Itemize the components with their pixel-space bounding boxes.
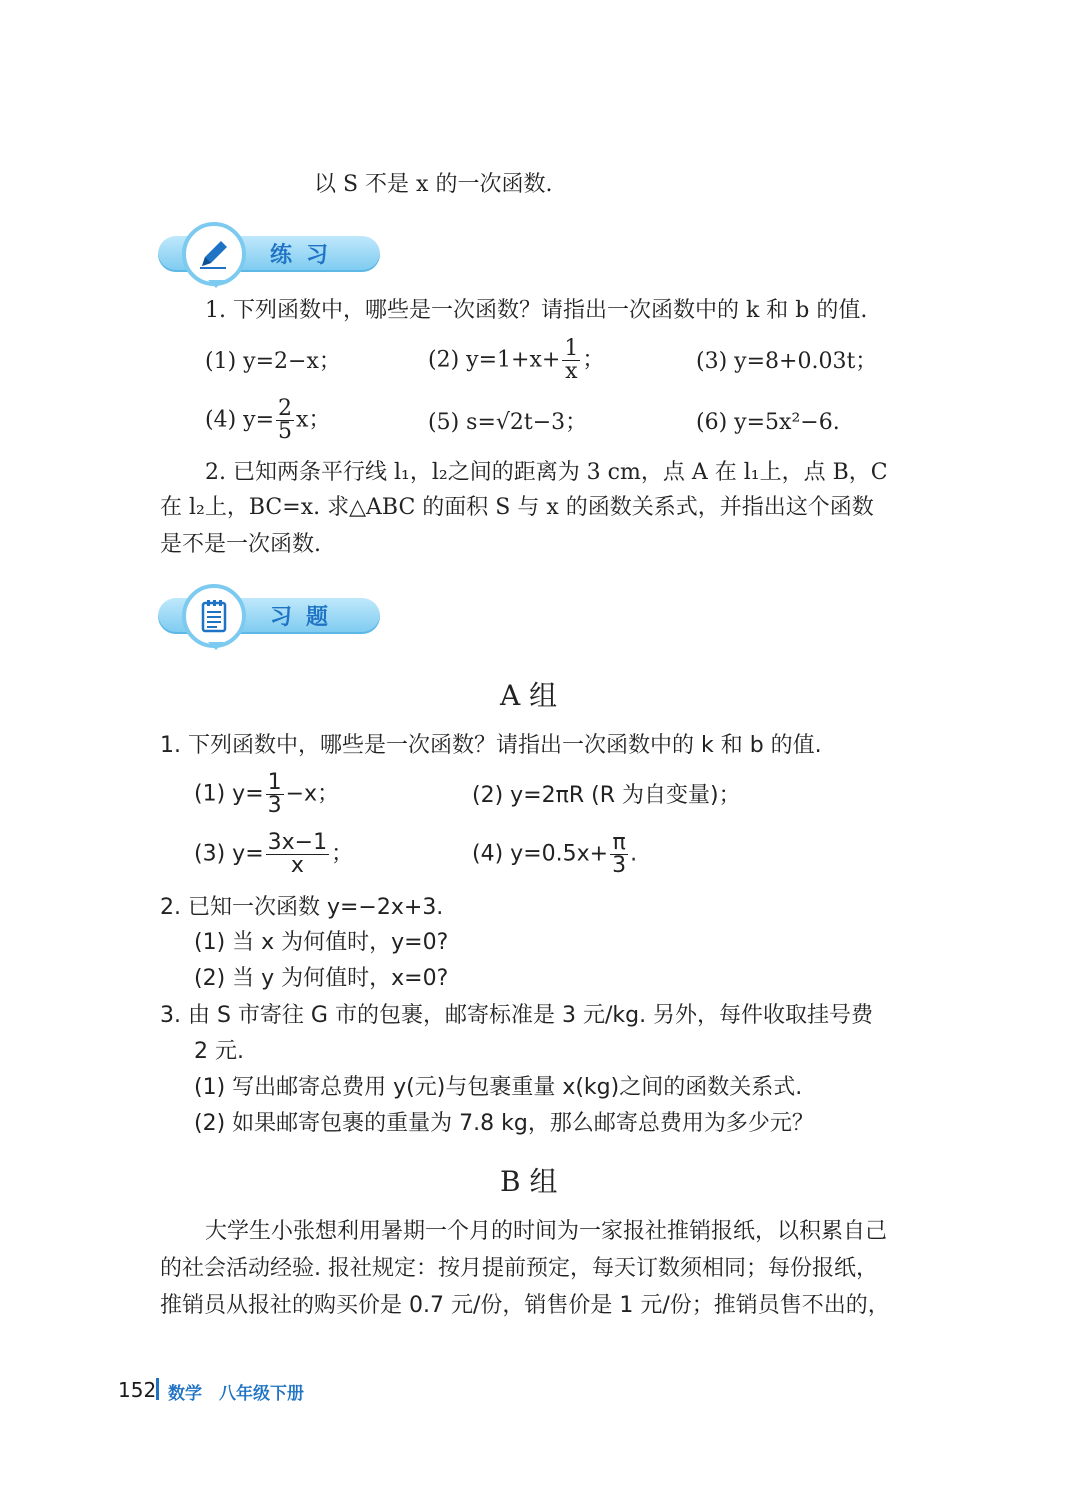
- exercise-a1-item: (3) y= $\frac{3x-1}{x}$ ；: [194, 830, 354, 878]
- group-b-heading: B 组: [500, 1165, 558, 1198]
- exercise-a3-sub: (1) 写出邮寄总费用 y(元)与包裹重量 x(kg)之间的函数关系式.: [194, 1075, 803, 1100]
- exercise-a2-sub: (1) 当 x 为何值时，y=0?: [194, 930, 449, 955]
- footer-divider: [156, 1378, 159, 1400]
- practice-question-2-line: 在 l₂上，BC=x. 求△ABC 的面积 S 与 x 的函数关系式，并指出这个函数: [160, 495, 874, 520]
- exercises-banner: [158, 584, 380, 642]
- exercise-a1-item: (1) y= $\frac{1}{3}$ −x；: [194, 770, 340, 818]
- exercises-title: 习题: [270, 605, 343, 630]
- exercise-a3-line: 2 元.: [194, 1039, 244, 1064]
- practice-item: (3) y=8+0.03t；: [696, 349, 878, 374]
- exercise-b-line: 的社会活动经验. 报社规定：按月提前预定，每天订数须相同；每份报纸，: [160, 1256, 878, 1281]
- exercise-a3-sub: (2) 如果邮寄包裹的重量为 7.8 kg，那么邮寄总费用为多少元？: [194, 1111, 814, 1136]
- practice-banner: [158, 222, 380, 280]
- practice-question-2-line: 是不是一次函数.: [160, 532, 321, 557]
- practice-item: (6) y=5x²−6.: [696, 410, 840, 435]
- practice-item: (4) y= $\frac{2}{5}$ x；: [205, 396, 331, 444]
- exercise-a2-sub: (2) 当 y 为何值时，x=0?: [194, 966, 449, 991]
- exercise-b-line: 大学生小张想利用暑期一个月的时间为一家报社推销报纸，以积累自己: [205, 1219, 888, 1244]
- notepad-icon: [182, 584, 246, 648]
- exercise-a1: 1. 下列函数中，哪些是一次函数？请指出一次函数中的 k 和 b 的值.: [160, 733, 822, 758]
- group-a-heading: A 组: [500, 679, 558, 712]
- pencil-icon: [182, 222, 246, 286]
- continuation-text: 以 S 不是 x 的一次函数.: [314, 172, 553, 197]
- exercise-a1-item: (2) y=2πR (R 为自变量)；: [472, 783, 741, 808]
- exercise-a1-item: (4) y=0.5x+ $\frac{\pi}{3}$ .: [472, 830, 638, 878]
- page-number: 152: [118, 1378, 157, 1402]
- practice-question-2-line: 2. 已知两条平行线 l₁，l₂之间的距离为 3 cm，点 A 在 l₁上，点 B，C: [205, 460, 888, 485]
- exercise-a2: 2. 已知一次函数 y=−2x+3.: [160, 895, 444, 920]
- practice-item: (2) y=1+x+ $\frac{1}{x}$ ；: [428, 336, 605, 384]
- practice-item: (5) s=√2t−3；: [428, 410, 588, 435]
- practice-question-1: 1. 下列函数中，哪些是一次函数？请指出一次函数中的 k 和 b 的值.: [205, 298, 868, 323]
- book-title: 数学 八年级下册: [168, 1384, 304, 1404]
- exercise-a3-line: 3. 由 S 市寄往 G 市的包裹，邮寄标准是 3 元/kg. 另外，每件收取挂号费: [160, 1003, 874, 1028]
- practice-item: (1) y=2−x；: [205, 349, 341, 374]
- exercise-b-line: 推销员从报社的购买价是 0.7 元/份，销售价是 1 元/份；推销员售不出的，: [160, 1293, 890, 1318]
- practice-title: 练习: [270, 243, 343, 268]
